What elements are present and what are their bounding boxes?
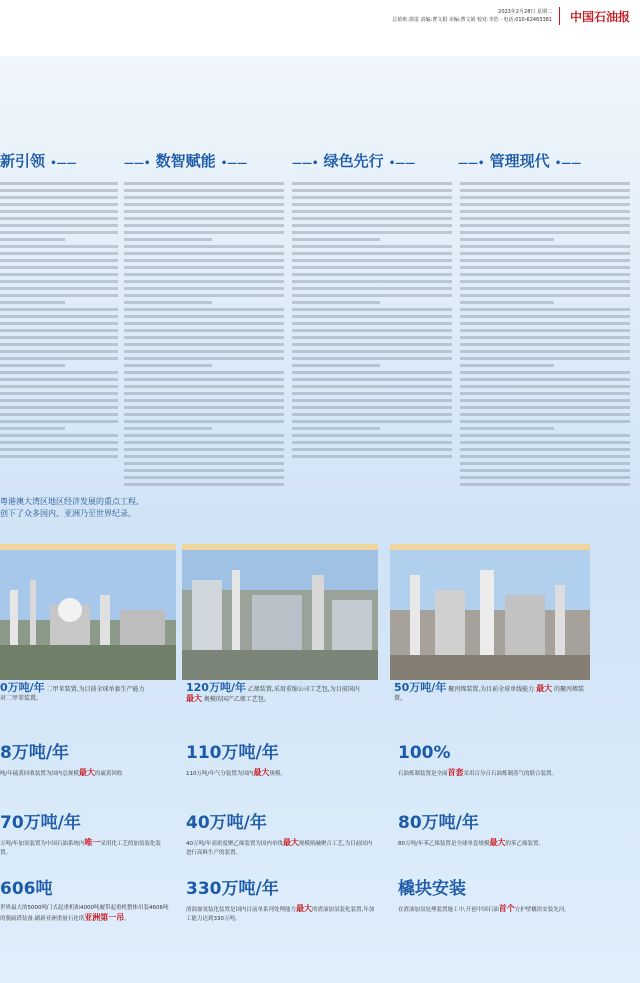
article-column (292, 182, 452, 462)
stat-number: 330万吨/年 (186, 879, 279, 899)
stat-description: 吨/年硫黄回收装置为国内总规模最大的硫黄回收 (0, 768, 123, 777)
text-line (292, 343, 452, 346)
text-line (292, 196, 452, 199)
text-line (124, 182, 284, 185)
ornament-icon: •—— (220, 158, 248, 169)
text-line (460, 357, 630, 360)
photo-caption (186, 683, 382, 721)
text-line (292, 301, 380, 304)
stat-description: 世界最大的5000吨门式起重机和4000吨履带起重机整体吊装4606吨的脱硫塔装备,刷新亚洲重量石化塔亚洲第一吊。 (0, 905, 169, 922)
text-line (460, 273, 630, 276)
text-line (460, 294, 630, 297)
text-line (460, 182, 630, 185)
text-line (0, 406, 118, 409)
text-line (124, 469, 284, 472)
section-title: 管理现代 (489, 152, 550, 170)
text-line (292, 378, 452, 381)
text-line (0, 420, 118, 423)
text-line (0, 392, 118, 395)
text-line (124, 343, 284, 346)
text-line (460, 322, 630, 325)
text-line (292, 350, 452, 353)
article-column (124, 182, 284, 490)
text-line (292, 224, 452, 227)
text-line (124, 287, 284, 290)
stat-block (398, 878, 588, 915)
caption-capacity: 120万吨/年 (186, 681, 246, 694)
text-line (460, 427, 554, 430)
section-heading-green (292, 150, 415, 171)
text-line (460, 413, 630, 416)
text-line (292, 245, 452, 248)
text-line (124, 266, 284, 269)
text-line (460, 301, 554, 304)
text-line (124, 448, 284, 451)
plant-photo (390, 544, 590, 686)
text-line (124, 371, 284, 374)
text-line (460, 329, 630, 332)
text-line (460, 455, 630, 458)
text-line (460, 266, 630, 269)
stat-highlight: 最大 (78, 768, 95, 777)
text-line (0, 308, 118, 311)
text-line (124, 315, 284, 318)
text-line (460, 364, 554, 367)
text-line (124, 273, 284, 276)
text-line (460, 343, 630, 346)
text-line (124, 483, 284, 486)
masthead (0, 0, 640, 56)
text-line (0, 441, 118, 444)
text-line (0, 371, 118, 374)
text-line (0, 448, 118, 451)
text-line (460, 280, 630, 283)
text-line (292, 448, 452, 451)
text-line (460, 385, 630, 388)
lead-line: 创下了众多国内、亚洲乃至世界纪录。 (0, 509, 136, 518)
text-line (0, 413, 118, 416)
text-line (0, 238, 65, 241)
stat-highlight: 最大 (489, 838, 506, 847)
text-line (124, 399, 284, 402)
text-line (460, 203, 630, 206)
text-line (292, 322, 452, 325)
text-line (0, 329, 118, 332)
text-line (0, 280, 118, 283)
text-line (292, 427, 380, 430)
text-line (460, 308, 630, 311)
caption-text: 规模的国产乙烯工艺包。 (203, 696, 270, 703)
text-line (460, 371, 630, 374)
text-line (0, 245, 118, 248)
text-line (0, 266, 118, 269)
caption-text: 二甲苯装置,为目前全球单套生产能力 (46, 686, 145, 693)
text-line (124, 413, 284, 416)
text-line (292, 252, 452, 255)
masthead-editors: 总值班:郭雷 责编:曹文娟 美编:曹文娟 校对:李浩 · 电话:010-62463381 (392, 17, 552, 23)
text-line (0, 273, 118, 276)
newspaper-logo: 中国石油报 (569, 10, 630, 24)
text-line (460, 448, 630, 451)
section-heading-management (458, 150, 581, 171)
text-line (292, 217, 452, 220)
text-line (460, 336, 630, 339)
text-line (0, 231, 118, 234)
text-line (460, 399, 630, 402)
text-line (0, 210, 118, 213)
refinery-image (0, 550, 176, 680)
text-line (0, 294, 118, 297)
lead-line: 粤港澳大湾区地区经济发展的重点工程, (0, 497, 139, 506)
text-line (124, 336, 284, 339)
caption-text: 对二甲苯装置。 (0, 695, 43, 702)
stat-highlight: 最大 (282, 838, 299, 847)
caption-text: 的聚丙烯装置。 (394, 686, 585, 702)
text-line (124, 385, 284, 388)
text-line (124, 420, 284, 423)
stat-block (398, 742, 588, 779)
article-column (460, 182, 630, 490)
text-line (292, 294, 452, 297)
text-line (124, 189, 284, 192)
text-line (0, 455, 118, 458)
text-line (124, 245, 284, 248)
text-line (0, 434, 118, 437)
stat-number: 40万吨/年 (186, 813, 267, 833)
text-line (460, 224, 630, 227)
article-column (0, 182, 118, 462)
text-line (292, 455, 452, 458)
stat-block (398, 812, 588, 849)
text-line (0, 301, 65, 304)
caption-highlight: 最大 (186, 694, 202, 703)
text-line (460, 245, 630, 248)
text-line (460, 252, 630, 255)
ornament-icon: •—— (50, 158, 77, 169)
text-line (292, 399, 452, 402)
text-line (460, 420, 630, 423)
text-line (0, 385, 118, 388)
ornament-icon: ——• (458, 158, 485, 169)
text-line (124, 196, 284, 199)
ornament-icon: ——• (124, 158, 151, 169)
text-line (460, 483, 630, 486)
stat-highlight: 最大 (253, 768, 270, 777)
text-line (0, 357, 118, 360)
ornament-icon: ——• (292, 158, 319, 169)
text-line (292, 315, 452, 318)
text-line (124, 231, 284, 234)
text-line (292, 238, 380, 241)
text-line (0, 196, 118, 199)
text-line (292, 308, 452, 311)
text-line (0, 336, 118, 339)
text-line (124, 280, 284, 283)
stat-description: 在渣油加氢处理装置施工中,开创中国石油首个方护壁橇块安装先河。 (398, 904, 570, 913)
caption-highlight: 最大 (536, 684, 553, 693)
text-line (124, 210, 284, 213)
stat-block (0, 878, 170, 924)
text-line (124, 350, 284, 353)
text-line (124, 378, 284, 381)
ornament-icon: •—— (554, 158, 582, 169)
text-line (292, 434, 452, 437)
ornament-icon: •—— (388, 158, 416, 169)
polypropylene-plant-image (390, 550, 590, 680)
stat-description: 80万吨/年苯乙烯装置是全球单套规模最大的苯乙烯装置。 (398, 838, 544, 847)
text-line (460, 287, 630, 290)
text-line (460, 469, 630, 472)
text-line (0, 350, 118, 353)
text-line (0, 182, 118, 185)
text-line (292, 203, 452, 206)
text-line (124, 301, 212, 304)
text-line (292, 406, 452, 409)
text-line (124, 455, 284, 458)
text-line (124, 294, 284, 297)
text-line (124, 252, 284, 255)
text-line (460, 315, 630, 318)
text-line (124, 217, 284, 220)
plant-photo (0, 544, 176, 686)
text-line (292, 371, 452, 374)
stat-block (0, 812, 170, 858)
text-line (0, 224, 118, 227)
text-line (124, 392, 284, 395)
text-line (460, 217, 630, 220)
text-line (124, 476, 284, 479)
text-line (124, 259, 284, 262)
stat-number: 橇块安装 (398, 879, 466, 899)
section-title: 数智赋能 (155, 152, 216, 170)
text-line (460, 259, 630, 262)
stat-description: 石油炼制装置是全面首套采用百分百石油炼制蒸气的联合装置。 (398, 768, 558, 777)
text-line (124, 462, 284, 465)
text-line (0, 189, 118, 192)
text-line (292, 259, 452, 262)
text-line (292, 210, 452, 213)
text-line (124, 203, 284, 206)
text-line (460, 189, 630, 192)
stat-highlight: 最大 (296, 904, 313, 913)
text-line (124, 427, 212, 430)
text-line (460, 196, 630, 199)
text-line (0, 252, 118, 255)
text-line (124, 224, 284, 227)
text-line (0, 427, 65, 430)
text-line (292, 182, 452, 185)
caption-text: 聚丙烯装置,为目前全球单线能力 (448, 686, 535, 693)
stat-highlight: 首套 (447, 768, 464, 777)
ethylene-plant-image (182, 550, 378, 680)
section-title: 新引领 (0, 152, 46, 170)
masthead-info (392, 8, 552, 24)
stat-block (186, 812, 376, 858)
text-line (292, 266, 452, 269)
text-line (292, 420, 452, 423)
text-line (124, 364, 212, 367)
text-line (124, 329, 284, 332)
stat-number: 100% (398, 743, 451, 763)
text-line (460, 350, 630, 353)
text-line (292, 287, 452, 290)
stat-number: 70万吨/年 (0, 813, 81, 833)
text-line (292, 357, 452, 360)
masthead-date: 2023年2月28日 星期二 (498, 9, 552, 15)
section-title: 绿色先行 (323, 152, 384, 170)
text-line (124, 322, 284, 325)
text-line (292, 189, 452, 192)
stat-number: 110万吨/年 (186, 743, 279, 763)
text-line (460, 210, 630, 213)
stat-number: 8万吨/年 (0, 743, 70, 763)
text-line (292, 441, 452, 444)
text-line (0, 259, 118, 262)
text-line (124, 238, 212, 241)
text-line (292, 231, 452, 234)
stat-block (186, 878, 376, 924)
text-line (292, 336, 452, 339)
text-line (0, 399, 118, 402)
section-heading-digital (124, 150, 247, 171)
caption-text: 乙烯装置,采用重缩公司工艺包,为目前国内 (247, 686, 360, 693)
stat-description: 渣油加氢装化装置是国内目前单系列处理能力最大的渣油加氢装化装置,年加工能力达到330万吨。 (186, 904, 375, 922)
text-line (292, 413, 452, 416)
text-line (460, 392, 630, 395)
stat-block (186, 742, 376, 779)
stat-highlight: 唯一 (84, 838, 101, 847)
text-line (292, 273, 452, 276)
stat-number: 606吨 (0, 879, 53, 899)
stat-description: 40万吨/年高密度聚乙烯装置为国内单线最大规模熔融聚合工艺,为目前国内进行高料生产的装置。 (186, 838, 373, 856)
text-line (460, 406, 630, 409)
text-line (460, 434, 630, 437)
stat-number: 80万吨/年 (398, 813, 479, 833)
text-line (0, 203, 118, 206)
text-line (460, 462, 630, 465)
text-line (292, 364, 380, 367)
text-line (124, 441, 284, 444)
text-line (292, 329, 452, 332)
text-line (0, 287, 118, 290)
text-line (0, 378, 118, 381)
photo-caption (394, 683, 594, 721)
text-line (460, 378, 630, 381)
text-line (460, 231, 630, 234)
text-line (460, 476, 630, 479)
caption-capacity: 0万吨/年 (0, 681, 45, 694)
text-line (124, 308, 284, 311)
text-line (124, 357, 284, 360)
photo-caption (0, 683, 176, 721)
section-heading-innovation (0, 150, 77, 171)
masthead-divider (559, 7, 560, 25)
text-line (0, 322, 118, 325)
text-line (124, 406, 284, 409)
text-line (292, 280, 452, 283)
text-line (0, 315, 118, 318)
stat-highlight: 亚洲第一吊 (84, 913, 125, 922)
text-line (292, 392, 452, 395)
plant-photo (182, 544, 378, 686)
text-line (0, 217, 118, 220)
stat-description: 110万吨/年气分装置为国内最大规模。 (186, 768, 286, 777)
stat-description: 万吨/年加氢装置为中国石油系统内唯一采用化工艺的加氢装化装置。 (0, 838, 161, 856)
text-line (292, 385, 452, 388)
text-line (460, 238, 554, 241)
text-line (460, 441, 630, 444)
stat-highlight: 首个 (498, 904, 515, 913)
caption-capacity: 50万吨/年 (394, 681, 447, 694)
text-line (0, 364, 65, 367)
text-line (124, 434, 284, 437)
lead-paragraph (0, 496, 139, 520)
text-line (0, 343, 118, 346)
stat-block (0, 742, 170, 779)
